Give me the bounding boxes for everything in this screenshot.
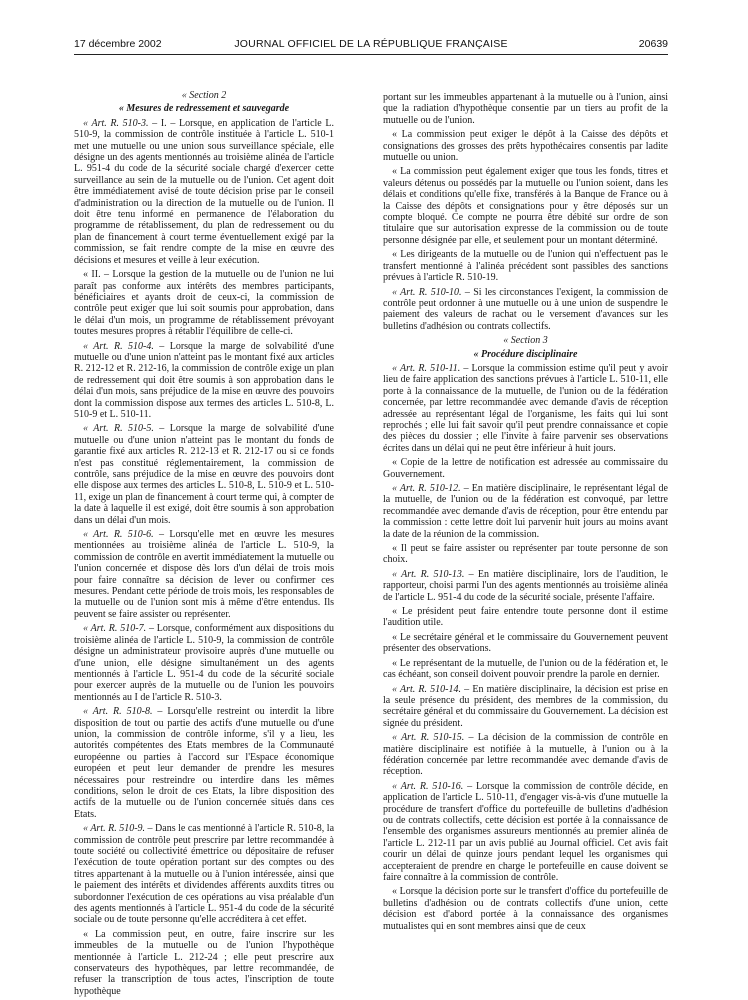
paragraph-text: « Les dirigeants de la mutuelle ou de l'union qui n'effectuent pas le transfert mentionné à l'alinéa précédent sont passibles des sanctions prévues à l'article R. 510-19.: [383, 249, 668, 284]
article-paragraph: [74, 823, 334, 926]
article-reference: « Art. R. 510-6.: [83, 529, 154, 541]
paragraph-text: – Lorsque la commission estime qu'il peut y avoir lieu de faire application des sanctions prévues à l'article L. 510-11, elle porte à la connaissance de la mutuelle, de l'union ou de la fédération concernée, par lettre recommandée avec demande d'avis de réception adressée au représentant légal de l'organisme, les faits qui lui sont reprochés ; elle lui fait savoir qu'il peut prendre connaissance et copie des pièces du dossier ; elle l'invite à faire parvenir ses observations écrites dans un délai qui ne peut être inférieur à huit jours.: [383, 362, 669, 454]
page-number: 20639: [638, 38, 668, 50]
article-paragraph: [383, 166, 668, 246]
article-paragraph: [74, 269, 334, 337]
paragraph-text: « La commission peut exiger le dépôt à la Caisse des dépôts et consignations des grosses des prêts hypothécaires consentis par ladite mutuelle ou union.: [383, 129, 668, 164]
section-subheading: « Procédure disciplinaire: [473, 348, 578, 360]
article-reference: « Art. R. 510-11.: [392, 362, 461, 374]
paragraph-text: « La commission peut, en outre, faire inscrire sur les immeubles de la mutuelle ou de l'union l'hypothèque mentionnée à l'article L. 212-24 ; elle peut prescrire aux conservateurs des hypothèques, par lettre recommandée, de refuser la transcription de tous actes, l'inscription de toute hypothèque: [74, 928, 334, 997]
publication-date: 17 décembre 2002: [74, 38, 162, 50]
section-heading: « Section 3: [503, 335, 548, 347]
article-paragraph: [383, 129, 668, 163]
article-paragraph: [74, 706, 334, 820]
left-column: [74, 88, 334, 1000]
article-reference: « Art. R. 510-13.: [392, 568, 465, 580]
article-paragraph: [383, 543, 668, 566]
article-paragraph: [383, 658, 668, 681]
article-reference: « Art. R. 510-7.: [83, 623, 147, 635]
article-paragraph: [383, 92, 668, 126]
paragraph-text: « Le secrétaire général et le commissaire du Gouvernement peuvent présenter des observations.: [383, 631, 668, 655]
paragraph-text: – Lorsque la marge de solvabilité d'une mutuelle ou d'une union n'atteint pas le montant du fonds de garantie fixé aux articles R. 212-13 et R. 212-17 ou si ce fonds n'est pas constitué réglementairement, la commission de contrôle, sans préjudice de la mise en œuvre des pouvoirs dont elle dispose aux termes des articles L. 510-8, L. 510-9 et L. 510-11, exige un plan de financement à court terme qui, à compter de la date à laquelle il est exigé, doit être soumis à son approbation dans un délai d'un mois.: [74, 423, 334, 526]
paragraph-text: – En matière disciplinaire, lors de l'audition, le rapporteur, choisi parmi l'un des agents mentionnés au troisième alinéa de l'article L. 951-4 du code de la sécurité sociale, présente l'affaire.: [383, 568, 668, 603]
article-paragraph: [383, 363, 668, 454]
paragraph-text: – Dans le cas mentionné à l'article R. 510-8, la commission de contrôle peut prescrire par lettre recommandée à toute société ou collectivité émettrice ou dépositaire de refuser l'exécution de toute opération portant sur des comptes ou des titres appartenant à la mutuelle ou à l'union intéressée, ainsi que le paiement des intérêts et dividendes afférents auxdits titres ou subordonner l'exécution de ces opérations au visa préalable d'un des agents mentionnés à l'article L. 951-4 du code de la sécurité sociale ou de toute personne qu'elle accréditera à cet effet.: [74, 823, 335, 926]
paragraph-text: « La commission peut également exiger que tous les fonds, titres et valeurs détenus ou possédés par la mutuelle ou l'union soient, dans les délais et conditions qu'elle fixe, transférés à la Banque de France ou à la Caisse des dépôts et consignations pour y être déposés sur un compte bloqué. Ce compte ne pourra être débité sur ordre de son titulaire que sur autorisation expresse de la commission ou de toute personne désignée par elle, et seulement pour un montant déterminé.: [383, 166, 668, 246]
article-paragraph: [383, 632, 668, 655]
article-paragraph: [74, 529, 334, 620]
paragraph-text: – La décision de la commission de contrôle en matière disciplinaire est notifiée à la mutuelle, à l'union ou à la fédération concernée par lettre recommandée avec demande d'avis de réception.: [383, 732, 668, 778]
paragraph-text: – Si les circonstances l'exigent, la commission de contrôle peut ordonner à une mutuelle ou à une union de suspendre le paiement des valeurs de rachat ou le versement d'avances sur les bulletins d'adhésion ou contrats collectifs.: [383, 286, 668, 332]
article-paragraph: [383, 483, 668, 540]
paragraph-text: – En matière disciplinaire, la décision est prise en la seule présence du président, des membres de la commission, du secrétaire général et du commissaire du Gouvernement. La décision est signée du président.: [383, 683, 668, 729]
header-divider: [74, 54, 668, 55]
paragraph-text: – Lorsque la commission de contrôle décide, en application de l'article L. 510-11, d'engager vis-à-vis d'une mutuelle la procédure de transfert d'office du portefeuille de bulletins d'adhésion ou de contrats collectifs, cette décision est portée à la connaissance de l'ensemble des organismes assureurs mentionnés au premier alinéa de l'article L. 212-11 par un avis publié au Journal officiel. Cet avis fait courir un délai de quinze jours pendant lequel les organismes qui accepteraient de prendre en charge le portefeuille en cause doivent se faire connaître à la commission de contrôle.: [383, 780, 668, 883]
paragraph-text: – Lorsqu'elle met en œuvre les mesures mentionnées au troisième alinéa de l'article L. 510-9, la commission de contrôle en avertit immédiatement la mutuelle ou l'union concernée et dispose dès lors d'un délai de trois mois pour faire connaître sa décision de lever ou confirmer ces mesures. Pendant cette période de trois mois, les responsables de la mutuelle ou de l'union sont mis à même d'être entendus. Ils peuvent se faire assister ou représenter.: [74, 529, 334, 620]
article-reference: « Art. R. 510-16.: [392, 780, 464, 792]
paragraph-text: – I. – Lorsque, en application de l'article L. 510-9, la commission de contrôle instituée à l'article L. 510-1 met une mutuelle ou une union sous surveillance spéciale, elle désigne un des agents mentionnés au troisième alinéa de l'article L. 951-4 du code de la sécurité sociale chargé d'exercer cette surveillance au sein de la mutuelle ou de l'union. Cet agent doit être immédiatement avisé de toute décision prise par le conseil d'administration ou la direction de la mutuelle ou de l'union. Il doit être tenu informé en permanence de l'élaboration du programme de rétablissement, du plan de redressement ou du plan de financement à court terme éventuellement exigé par la commission, se fait rendre compte de la mise en œuvre des décisions et mesures et veille à leur exécution.: [74, 117, 334, 266]
paragraph-text: portant sur les immeubles appartenant à la mutuelle ou à l'union, ainsi que la radiation d'hypothèque consentie par un tiers au profit de la mutuelle ou de l'union.: [383, 92, 668, 126]
paragraph-text: « Il peut se faire assister ou représenter par toute personne de son choix.: [383, 543, 668, 566]
article-paragraph: [74, 341, 334, 421]
section-subheading: « Mesures de redressement et sauvegarde: [118, 103, 290, 115]
article-paragraph: [383, 249, 668, 283]
article-reference: « Art. R. 510-12.: [392, 483, 461, 494]
article-paragraph: [74, 118, 334, 266]
article-reference: « Art. R. 510-8.: [83, 706, 153, 718]
journal-title: JOURNAL OFFICIEL DE LA RÉPUBLIQUE FRANÇAISE: [234, 38, 508, 50]
article-paragraph: [383, 287, 668, 333]
right-column: [383, 92, 668, 935]
article-reference: « Art. R. 510-9.: [83, 823, 146, 835]
article-paragraph: [74, 929, 334, 997]
article-reference: « Art. R. 510-10.: [392, 286, 462, 298]
article-paragraph: [383, 569, 668, 603]
article-paragraph: [383, 781, 668, 884]
page-header: [74, 38, 668, 54]
paragraph-text: « Le représentant de la mutuelle, de l'union ou de la fédération et, le cas échéant, son conseil doivent pouvoir prendre la parole en dernier.: [383, 657, 668, 681]
paragraph-text: – En matière disciplinaire, le représentant légal de la mutuelle, de l'union ou de la fédération est convoqué, par lettre recommandée avec demande d'avis de réception, pour être entendu par la commission : cette lettre doit lui parvenir huit jours au moins avant la date de la réunion de la commission.: [383, 483, 668, 540]
paragraph-text: « Copie de la lettre de notification est adressée au commissaire du Gouvernement.: [383, 457, 668, 480]
section-heading: « Section 2: [181, 90, 227, 101]
paragraph-text: « Le président peut faire entendre toute personne dont il estime l'audition utile.: [383, 606, 668, 629]
article-paragraph: [383, 886, 668, 932]
paragraph-text: « II. – Lorsque la gestion de la mutuelle ou de l'union ne lui paraît pas conforme aux intérêts des membres participants, bénéficiaires et ayants droit de ceux-ci, la commission de contrôle peut exiger que lui soit soumis pour approbation, dans le délai d'un mois, un programme de rétablissement prévoyant toutes mesures propres à rétablir l'équilibre de celle-ci.: [74, 269, 334, 338]
article-reference: « Art. R. 510-5.: [83, 423, 154, 435]
paragraph-text: – Lorsque, conformément aux dispositions du troisième alinéa de l'article L. 510-9, la commission de contrôle désigne un administrateur provisoire auprès d'une mutuelle ou d'une union, elle désigne simultanément un des agents mentionnés à l'article L. 951-4 du code de la sécurité sociale pour exercer auprès de la mutuelle ou de l'union les pouvoirs mentionnés au I de l'article R. 510-3.: [74, 623, 334, 703]
article-paragraph: [74, 423, 334, 526]
article-paragraph: [383, 457, 668, 480]
article-reference: « Art. R. 510-14.: [392, 683, 462, 695]
article-reference: « Art. R. 510-4.: [83, 340, 154, 352]
paragraph-text: – Lorsque la marge de solvabilité d'une mutuelle ou d'une union n'atteint pas le montant fixé aux articles R. 212-12 et R. 212-16, la commission de contrôle exige un plan de redressement qui doit être soumis à son approbation dans le délai d'un mois, sans préjudice de la mise en œuvre des pouvoirs dont la commission dispose aux termes des articles L. 510-8, L. 510-9 et L. 510-11.: [74, 340, 334, 420]
article-paragraph: [383, 684, 668, 730]
paragraph-text: « Lorsque la décision porte sur le transfert d'office du portefeuille de bulletins d'adhésion ou de contrats collectifs d'une union, cette décision est d'abord portée à la connaissance des organismes mutualistes qui en sont membres ainsi que de ceux: [383, 886, 668, 932]
article-reference: « Art. R. 510-3.: [83, 117, 149, 129]
article-paragraph: [383, 732, 668, 778]
article-paragraph: [74, 623, 334, 703]
article-paragraph: [383, 606, 668, 629]
article-reference: « Art. R. 510-15.: [392, 732, 465, 744]
paragraph-text: – Lorsqu'elle restreint ou interdit la libre disposition de tout ou partie des actifs d'une mutuelle ou d'une union, la commission de contrôle informe, s'il y a lieu, les autorités compétentes des Etats membres de la Communauté européenne ou parties à l'accord sur l'Espace économique européen et peut leur demander de prendre les mesures nécessaires pour restreindre ou interdire dans les mêmes conditions, selon le droit de ces Etats, la libre disposition des actifs de la mutuelle ou de l'union concernée situés dans ces Etats.: [74, 706, 334, 820]
